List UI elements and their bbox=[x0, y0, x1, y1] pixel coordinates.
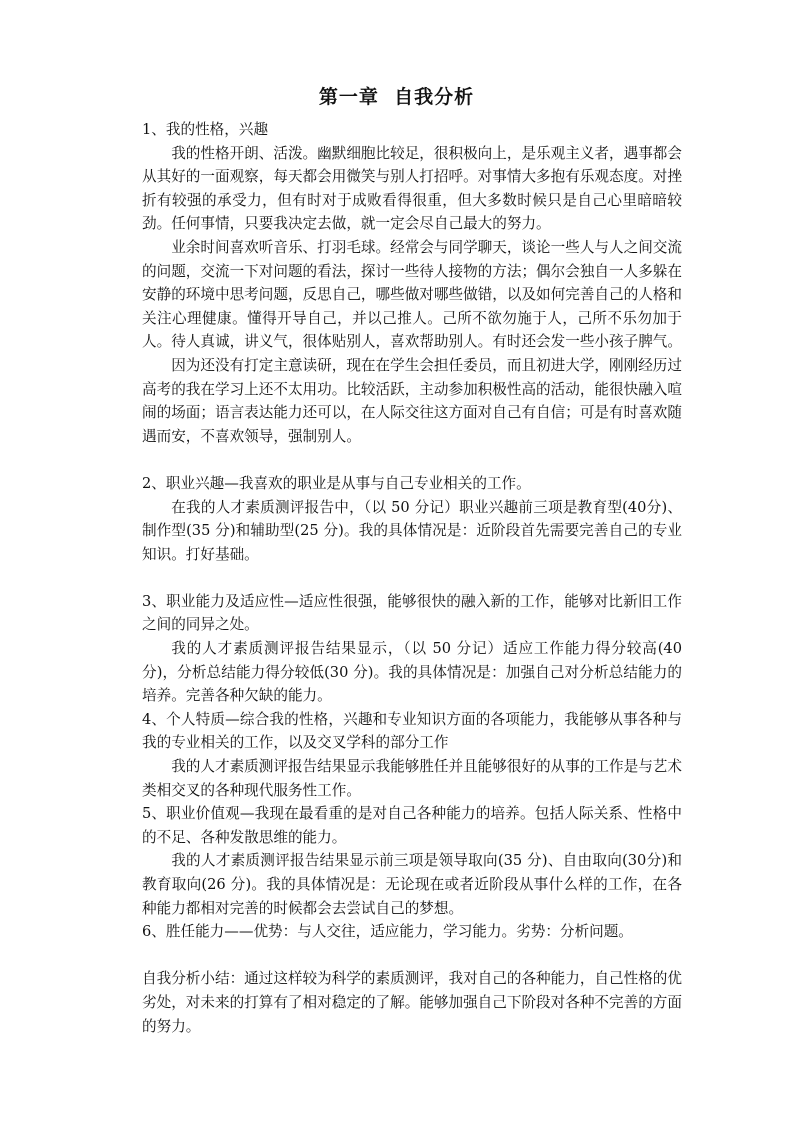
paragraph-personality: 我的性格开朗、活泼。幽默细胞比较足，很积极向上，是乐观主义者，遇事都会从其好的一面观察，每天都会用微笑与别人打招呼。对事情大多抱有乐观态度。对挫折有较强的承受力，但有时对于成败看得很重，但大多数时候只是自己心里暗暗较劲。任何事情，只要我决定去做，就一定会尽自己最大的努力。 bbox=[142, 144, 682, 233]
paragraph-gap bbox=[142, 566, 682, 590]
paragraph-gap bbox=[142, 944, 682, 968]
paragraph-personal-traits: 我的人才素质测评报告结果显示我能够胜任并且能够很好的从事的工作是与艺术类相交叉的各种现代服务性工作。 bbox=[142, 758, 682, 799]
section-heading-competence: 6、胜任能力——优势：与人交往，适应能力，学习能力。劣势：分析问题。 bbox=[142, 923, 633, 941]
section-heading-personality: 1、我的性格，兴趣 bbox=[142, 121, 269, 138]
paragraph-career-interest: 在我的人才素质测评报告中，（以 50 分记）职业兴趣前三项是教育型(40分)、制作型(35 分)和辅助型(25 分)。我的具体情况是：近阶段首先需要完善自己的专业知识。打好基础。 bbox=[142, 498, 682, 563]
section-heading-career-interest: 2、职业兴趣—我喜欢的职业是从事与自己专业相关的工作。 bbox=[142, 474, 531, 492]
chapter-title: 第一章 自我分析 bbox=[318, 86, 475, 108]
paragraph-career-ability: 我的人才素质测评报告结果显示，（以 50 分记）适应工作能力得分较高(40 分)，分析总结能力得分较低(30 分)。我的具体情况是：加强自己对分析总结能力的培养。完善各种欠缺的能力。 bbox=[142, 640, 682, 705]
section-heading-career-values: 5、职业价值观—我现在最看重的是对自己各种能力的培养。包括人际关系、性格中的不足、各种发散思维的能力。 bbox=[142, 805, 682, 846]
section-heading-career-ability: 3、职业能力及适应性—适应性很强，能够很快的融入新的工作，能够对比新旧工作之间的同异之处。 bbox=[142, 592, 682, 634]
document-body bbox=[142, 118, 682, 1038]
paragraph-hobbies: 业余时间喜欢听音乐、打羽毛球。经常会与同学聊天，谈论一些人与人之间交流的问题，交流一下对问题的看法，探讨一些待人接物的方法；偶尔会独自一人多躲在安静的环境中思考问题，反思自己，哪些做对哪些做错，以及如何完善自己的人格和关注心理健康。懂得开导自己，并以己推人。己所不欲勿施于人，己所不乐勿加于人。待人真诚，讲义气，很体贴别人，喜欢帮助别人。有时还会发一些小孩子脾气。 bbox=[142, 238, 682, 351]
paragraph-career-values: 我的人才素质测评报告结果显示前三项是领导取向(35 分)、自由取向(30分)和教育取向(26 分)。我的具体情况是：无论现在或者近阶段从事什么样的工作，在各种能力都相对完善的时候都会去尝试自己的梦想。 bbox=[142, 852, 682, 917]
section-heading-personal-traits: 4、个人特质—综合我的性格，兴趣和专业知识方面的各项能力，我能够从事各种与我的专业相关的工作，以及交叉学科的部分工作 bbox=[142, 710, 682, 752]
paragraph-summary: 自我分析小结：通过这样较为科学的素质测评，我对自己的各种能力，自己性格的优劣处，对未来的打算有了相对稳定的了解。能够加强自己下阶段对各种不完善的方面的努力。 bbox=[142, 970, 682, 1035]
paragraph-study-status: 因为还没有打定主意读研，现在在学生会担任委员，而且初进大学，刚刚经历过高考的我在学习上还不太用功。比较活跃，主动参加积极性高的活动，能很快融入喧闹的场面；语言表达能力还可以，在人际交往这方面对自己有自信；可是有时喜欢随遇而安，不喜欢领导，强制别人。 bbox=[142, 356, 682, 445]
paragraph-gap bbox=[142, 448, 682, 472]
